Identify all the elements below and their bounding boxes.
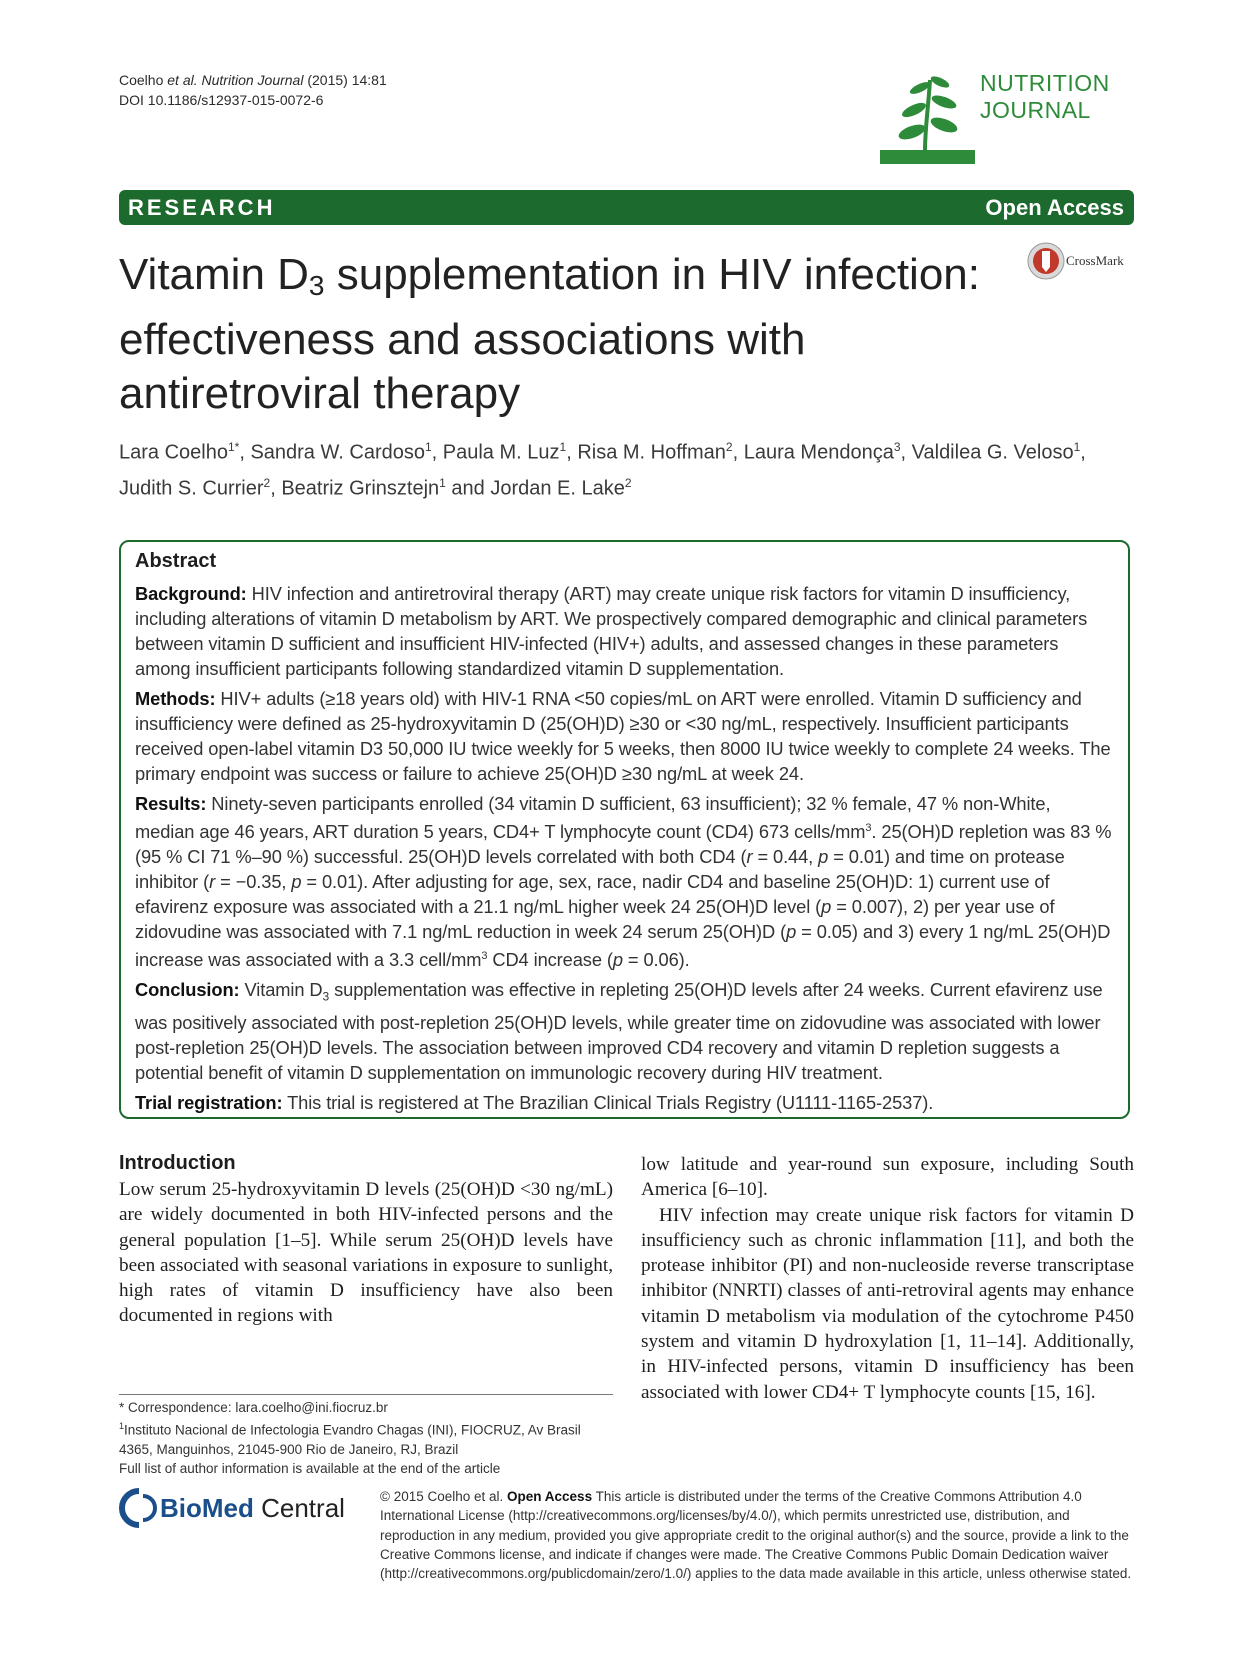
results-italic: p [821, 896, 832, 918]
title-text-rest: supplementation in HIV infection: effectiveness and associations with antiretroviral therapy [119, 250, 980, 418]
results-text: Ninety-seven participants enrolled (34 vitamin D sufficient, 63 insufficient); 32 % female, 47 % non-White, median age 46 years, ART duration 5 years, CD4+ T lymphocyte count (CD4) 673 cells/mm [135, 793, 1051, 843]
abstract-methods [135, 686, 1114, 786]
license-open-access: Open Access [507, 1489, 593, 1504]
abstract-conclusion [135, 977, 1114, 1085]
article-type-label: RESEARCH [128, 195, 276, 220]
results-italic: r [746, 846, 753, 868]
body-column-right [641, 1152, 1134, 1405]
author-name[interactable]: Judith S. Currier [119, 477, 264, 500]
author-affiliation-superscript: 2 [725, 440, 733, 454]
citation-journal: et al. Nutrition Journal [167, 72, 304, 88]
methods-label: Methods: [135, 688, 216, 709]
journal-name [980, 70, 1110, 124]
author-separator: and [445, 477, 491, 500]
license-text: This article is distributed under the terms of the Creative Commons Attribution 4.0 International License (http://creativecommons.org/licenses/by/4.0/), which permits unrestricted use, distribution, and reproduction in any medium, provided you give appropriate credit to the original author(s) and the source, provide a link to the Creative Commons license, and indicate if changes were made. The Creative Commons Public Domain Dedication waiver (http://creativecommons.org/publicdomain/zero/1.0/) applies to the data made available in this article, unless otherwise stated. [380, 1489, 1132, 1582]
conclusion-text: Vitamin D [239, 979, 323, 1001]
author-affiliation-superscript: 1 [439, 475, 446, 490]
author-affiliation-superscript: 2 [624, 475, 632, 490]
conclusion-subscript: 3 [322, 989, 330, 1004]
title-text: Vitamin D [119, 250, 309, 299]
conclusion-label: Conclusion: [135, 979, 240, 1001]
author-name[interactable]: Beatriz Grinsztejn [281, 477, 440, 500]
results-text: = 0.01) and time on protease inhibitor ( [135, 846, 1065, 893]
author-info-note: Full list of author information is available at the end of the article [119, 1460, 501, 1476]
trial-text: This trial is registered at The Brazilian Clinical Trials Registry (U1111-1165-2537). [282, 1091, 934, 1113]
results-text: = 0.05) and 3) every 1 ng/mL 25(OH)D increase was associated with a 3.3 cell/mm [135, 921, 1111, 971]
results-text: = 0.06). [622, 949, 690, 971]
methods-text: HIV+ adults (≥18 years old) with HIV-1 RNA <50 copies/mL on ART were enrolled. Vitamin D sufficiency and insufficiency were defined as 25-hydroxyvitamin D (25(OH)D) ≥30 or <30 ng/mL, respectively. Insufficient participants received open-label vitamin D3 50,000 IU twice weekly for 5 weeks, then 8000 IU twice weekly to complete 24 weeks. The primary endpoint was success or failure to achieve 25(OH)D ≥30 ng/mL at week 24. [135, 688, 1111, 784]
trial-label: Trial registration: [135, 1091, 283, 1113]
intro-paragraph-continued: low latitude and year-round sun exposure, including South America [6–10]. [641, 1154, 1134, 1201]
author-separator: , [270, 477, 282, 500]
journal-name-line1: NUTRITION [980, 70, 1110, 96]
intro-paragraph: Low serum 25-hydroxyvitamin D levels (25(OH)D <30 ng/mL) are widely documented in both HIV-infected persons and the general population [1–5]. While serum 25(OH)D levels have been associated with seasonal variations in exposure to sunlight, high rates of vitamin D insufficiency have also been documented in regions with [119, 1179, 613, 1327]
author-affiliation-superscript: 1 [1073, 440, 1081, 454]
background-text: HIV infection and antiretroviral therapy (ART) may create unique risk factors for vitamin D insufficiency, including alterations of vitamin D metabolism by ART. We prospectively compared demographic and clinical parameters between vitamin D sufficient and insufficient HIV-infected (HIV+) adults, and assessed changes in these parameters among insufficient participants following standardized vitamin D supplementation. [135, 583, 1088, 679]
article-type-banner [119, 190, 1134, 225]
correspondence-email[interactable]: * Correspondence: lara.coelho@ini.fiocruz.br [119, 1400, 388, 1415]
intro-paragraph-2: HIV infection may create unique risk factors for vitamin D insufficiency such as chronic inflammation [11], and both the protease inhibitor (PI) and non-nucleoside reverse transcriptase inhibitor (NNRTI) classes of anti-retroviral agents may enhance vitamin D metabolism via modulation of the cytochrome P450 system and vitamin D hydroxylation [1, 11–14]. Additionally, in HIV-infected persons, vitamin D insufficiency has been associated with lower CD4+ T lymphocyte counts [15, 16]. [641, 1204, 1134, 1403]
crossmark-icon[interactable] [1026, 241, 1066, 281]
biomed-central-logo-icon [119, 1488, 159, 1528]
author-name[interactable]: Paula M. Luz [442, 441, 560, 464]
citation-volume: (2015) 14:81 [303, 72, 387, 88]
article-doi[interactable]: DOI 10.1186/s12937-015-0072-6 [119, 92, 324, 108]
author-separator: , [566, 441, 578, 464]
author-name[interactable]: Jordan E. Lake [490, 477, 625, 500]
abstract-results [135, 791, 1114, 972]
citation-author: Coelho [119, 72, 168, 88]
article-citation [119, 70, 387, 110]
results-italic: p [818, 846, 829, 868]
author-list [119, 432, 1134, 503]
abstract-background [135, 581, 1114, 681]
license-statement [380, 1487, 1140, 1583]
affiliation [119, 1417, 613, 1459]
author-affiliation-superscript: 1 [424, 440, 432, 454]
results-text: CD4 increase ( [487, 949, 613, 971]
introduction-heading: Introduction [119, 1152, 236, 1174]
footnote-divider [119, 1394, 613, 1395]
results-italic: p [786, 921, 797, 943]
article-title [119, 248, 999, 421]
author-separator: , [732, 441, 744, 464]
author-separator: , [1080, 441, 1086, 464]
results-superscript: 3 [481, 950, 488, 963]
author-name[interactable]: Valdilea G. Veloso [911, 441, 1074, 464]
open-access-label: Open Access [985, 195, 1124, 220]
author-name[interactable]: Risa M. Hoffman [577, 441, 726, 464]
author-affiliation-superscript: 1* [227, 440, 240, 454]
author-affiliation-superscript: 1 [559, 440, 567, 454]
body-column-left [119, 1177, 613, 1329]
results-italic: p [291, 871, 302, 893]
author-affiliation-superscript: 3 [893, 440, 901, 454]
abstract-trial-registration [135, 1090, 1114, 1115]
affiliation-text: Instituto Nacional de Infectologia Evandro Chagas (INI), FIOCRUZ, Av Brasil 4365, Manguinhos, 21045-900 Rio de Janeiro, RJ, Brazil [119, 1422, 581, 1457]
author-name[interactable]: Sandra W. Cardoso [250, 441, 425, 464]
results-label: Results: [135, 793, 207, 814]
results-italic: p [612, 949, 623, 971]
publisher-name-bold: BioMed [160, 1493, 254, 1523]
abstract-heading: Abstract [135, 550, 217, 572]
footnotes [119, 1398, 613, 1478]
results-text: . 25(OH)D repletion was 83 % (95 % CI 71 %–90 %) successful. 25(OH)D levels correlated with both CD4 ( [135, 821, 1112, 868]
author-name[interactable]: Laura Mendonça [743, 441, 894, 464]
results-text: = 0.44, [752, 846, 819, 868]
author-name[interactable]: Lara Coelho [119, 441, 228, 464]
abstract-box [119, 540, 1130, 1119]
results-superscript: 3 [865, 822, 872, 834]
author-affiliation-superscript: 2 [263, 475, 271, 490]
author-separator: , [239, 441, 251, 464]
conclusion-text: supplementation was effective in repleting 25(OH)D levels after 24 weeks. Current efavirenz use was positively associated with post-repletion 25(OH)D levels, while greater time on zidovudine was associated with lower post-repletion 25(OH)D levels. The association between improved CD4 recovery and vitamin D repletion suggests a potential benefit of vitamin D supplementation on immunologic recovery during HIV treatment. [135, 979, 1103, 1083]
publisher-name [160, 1493, 345, 1524]
author-separator: , [431, 441, 443, 464]
background-label: Background: [135, 583, 247, 604]
title-subscript: 3 [308, 270, 325, 301]
results-text: = 0.007), 2) per year use of zidovudine was associated with 7.1 ng/mL reduction in week 24 serum 25(OH)D ( [135, 896, 1055, 943]
results-italic: r [209, 871, 216, 893]
publisher-name-rest: Central [253, 1493, 345, 1523]
license-copyright: © 2015 Coelho et al. [380, 1489, 508, 1504]
journal-name-line2: JOURNAL [980, 97, 1091, 123]
results-text: = 0.01). After adjusting for age, sex, race, nadir CD4 and baseline 25(OH)D: 1) current use of efavirenz exposure was associated with a 21.1 ng/mL higher week 24 25(OH)D level ( [135, 871, 1050, 918]
affiliation-superscript: 1 [119, 1421, 125, 1431]
crossmark-label[interactable]: CrossMark [1066, 253, 1124, 268]
author-separator: , [900, 441, 912, 464]
results-text: = −0.35, [215, 871, 292, 893]
